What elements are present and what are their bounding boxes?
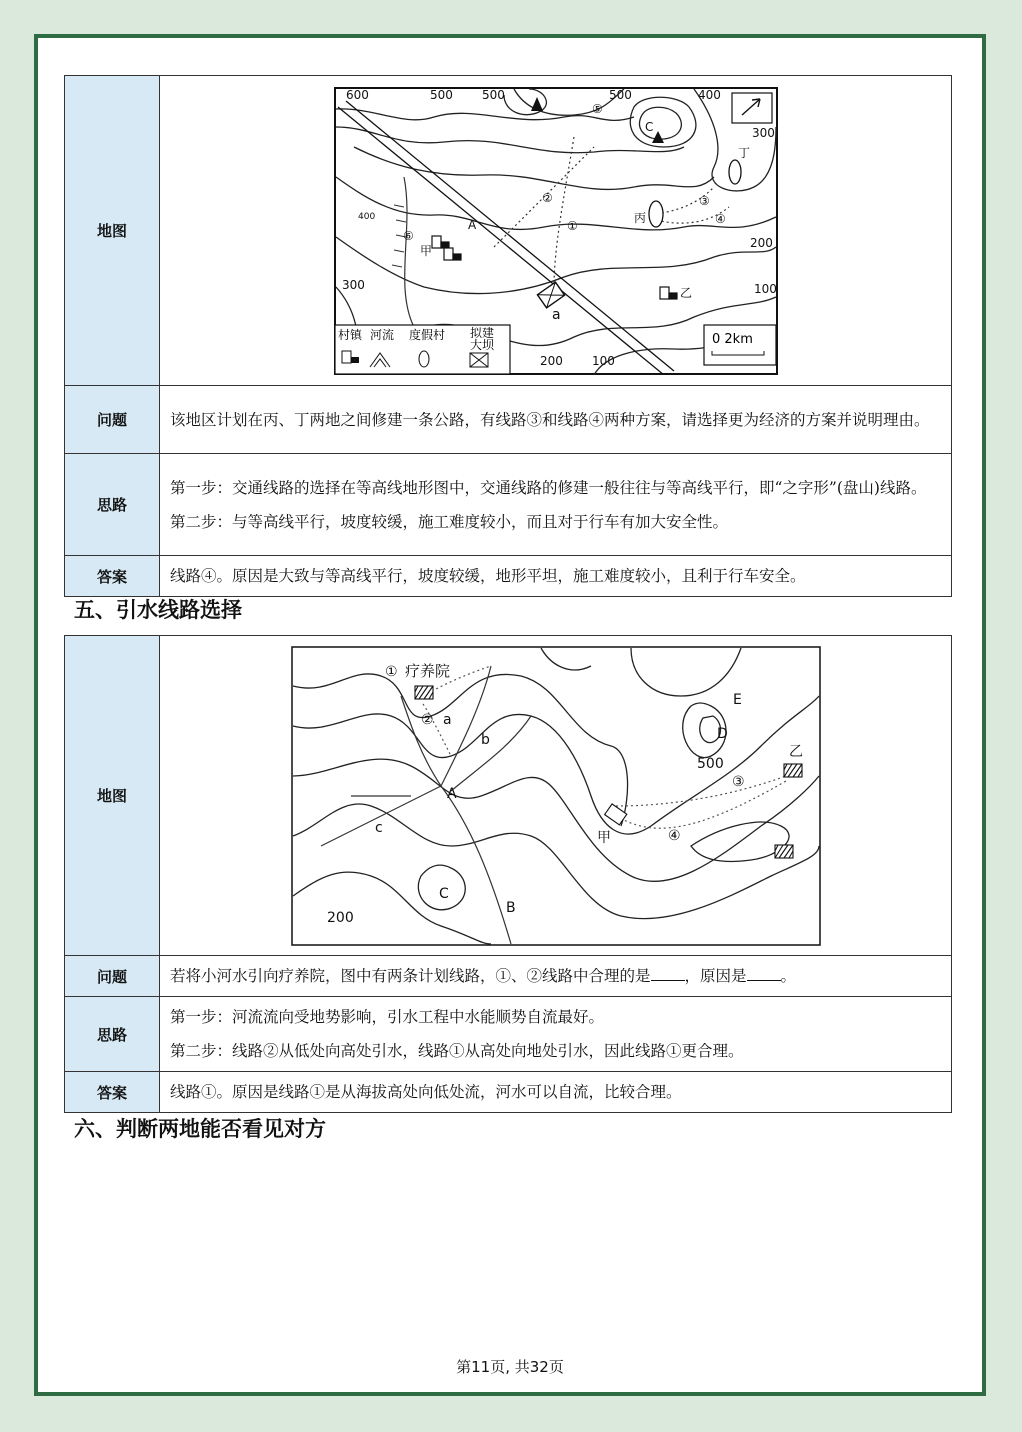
document-page (34, 34, 986, 1396)
contour-label: 500 (481, 87, 505, 102)
contour-label: 100 (591, 353, 615, 368)
road-map-cell (160, 76, 952, 386)
legend-resort: 度假村 (408, 327, 445, 342)
question-text: 该地区计划在丙、丁两地之间修建一条公路，有线路③和线路④两种方案，请选择更为经济的方案并说明理由。 (160, 386, 952, 454)
label-yi: 乙 (788, 743, 803, 760)
route-5: ⑤ (591, 101, 603, 116)
water-route-table (64, 635, 952, 1113)
question-label: 问题 (65, 386, 160, 454)
place-yi: 乙 (679, 285, 692, 300)
label-D: D (716, 725, 728, 742)
place-C: C (644, 119, 653, 134)
label-a: a (442, 711, 452, 728)
water-contour-map (291, 646, 821, 946)
answer-label: 答案 (65, 556, 160, 597)
reasoning-step-1: 第一步：河流流向受地势影响，引水工程中水能顺势自流最好。 (170, 1008, 605, 1026)
contour-label: 600 (345, 87, 369, 102)
legend-village: 村镇 (337, 327, 362, 342)
legend-dam: 大坝 (469, 337, 494, 352)
answer-text: 线路①。原因是线路①是从海拔高处向低处流，河水可以自流，比较合理。 (160, 1072, 952, 1113)
route-1: ① (566, 218, 578, 233)
reasoning-step-2: 第二步：与等高线平行，坡度较缓，施工难度较小，而且对于行车有加大安全性。 (170, 512, 729, 531)
contour-label: 200 (539, 353, 563, 368)
route-2-label: ② (420, 711, 434, 728)
label-E: E (732, 691, 742, 708)
contour-label: 200 (749, 235, 773, 250)
place-ding: 丁 (737, 145, 750, 160)
label-B: B (505, 899, 516, 916)
reasoning-label: 思路 (65, 454, 160, 556)
page-footer: 第11页, 共32页 (456, 1358, 564, 1376)
contour-500: 500 (696, 755, 724, 772)
reasoning-text (160, 997, 952, 1072)
reasoning-label: 思路 (65, 997, 160, 1072)
place-a: a (551, 306, 561, 323)
label-b: b (480, 731, 490, 748)
map-label: 地图 (65, 76, 160, 386)
contour-label: 100 (753, 281, 777, 296)
contour-label: 300 (751, 125, 775, 140)
label-jia: 甲 (596, 829, 611, 846)
road-contour-map (334, 87, 778, 375)
reasoning-step-1: 第一步：交通线路的选择在等高线地形图中，交通线路的修建一般往往与等高线平行，即“之字形”(盘山)线路。 (170, 478, 927, 497)
label-c: c (374, 819, 383, 836)
route-2: ② (541, 190, 553, 205)
map-scale: 0 2km (711, 331, 753, 347)
label-C: C (438, 885, 449, 902)
answer-blank-1 (651, 966, 685, 981)
route-3-label: ③ (731, 773, 745, 790)
contour-label: 400 (357, 211, 375, 222)
answer-text: 线路④。原因是大致与等高线平行，坡度较缓，地形平坦，施工难度较小，且利于行车安全。 (160, 556, 952, 597)
label-A: A (446, 785, 457, 802)
section-5-title: 五、引水线路选择 (74, 598, 242, 622)
road-route-table (64, 75, 952, 597)
contour-200: 200 (326, 909, 354, 926)
question-part-1: 若将小河水引向疗养院，图中有两条计划线路，①、②线路中合理的是 (170, 967, 651, 985)
route-1-label: ① (384, 663, 398, 680)
contour-label: 400 (697, 87, 721, 102)
reasoning-text (160, 454, 952, 556)
sanatorium-label: 疗养院 (404, 661, 450, 680)
question-text (160, 956, 952, 997)
contour-label: 500 (429, 87, 453, 102)
contour-label: 300 (341, 277, 365, 292)
answer-label: 答案 (65, 1072, 160, 1113)
legend-planned: 拟建 (469, 325, 494, 340)
place-jia: 甲 (419, 243, 432, 258)
map-label: 地图 (65, 636, 160, 956)
contour-label: 500 (608, 87, 632, 102)
section-6-title: 六、判断两地能否看见对方 (74, 1117, 326, 1141)
route-4-label: ④ (667, 827, 681, 844)
route-3: ③ (698, 193, 710, 208)
water-map-cell (160, 636, 952, 956)
answer-blank-2 (747, 966, 781, 981)
legend-river: 河流 (369, 327, 394, 342)
route-4: ④ (714, 211, 726, 226)
reasoning-step-2: 第二步：线路②从低处向高处引水，线路①从高处向地处引水，因此线路①更合理。 (170, 1042, 744, 1060)
place-bing: 丙 (633, 210, 646, 225)
question-label: 问题 (65, 956, 160, 997)
question-part-3: 。 (780, 967, 797, 985)
route-6: ⑥ (402, 228, 414, 243)
place-A: A (467, 217, 476, 232)
question-part-2: ，原因是 (684, 967, 747, 985)
